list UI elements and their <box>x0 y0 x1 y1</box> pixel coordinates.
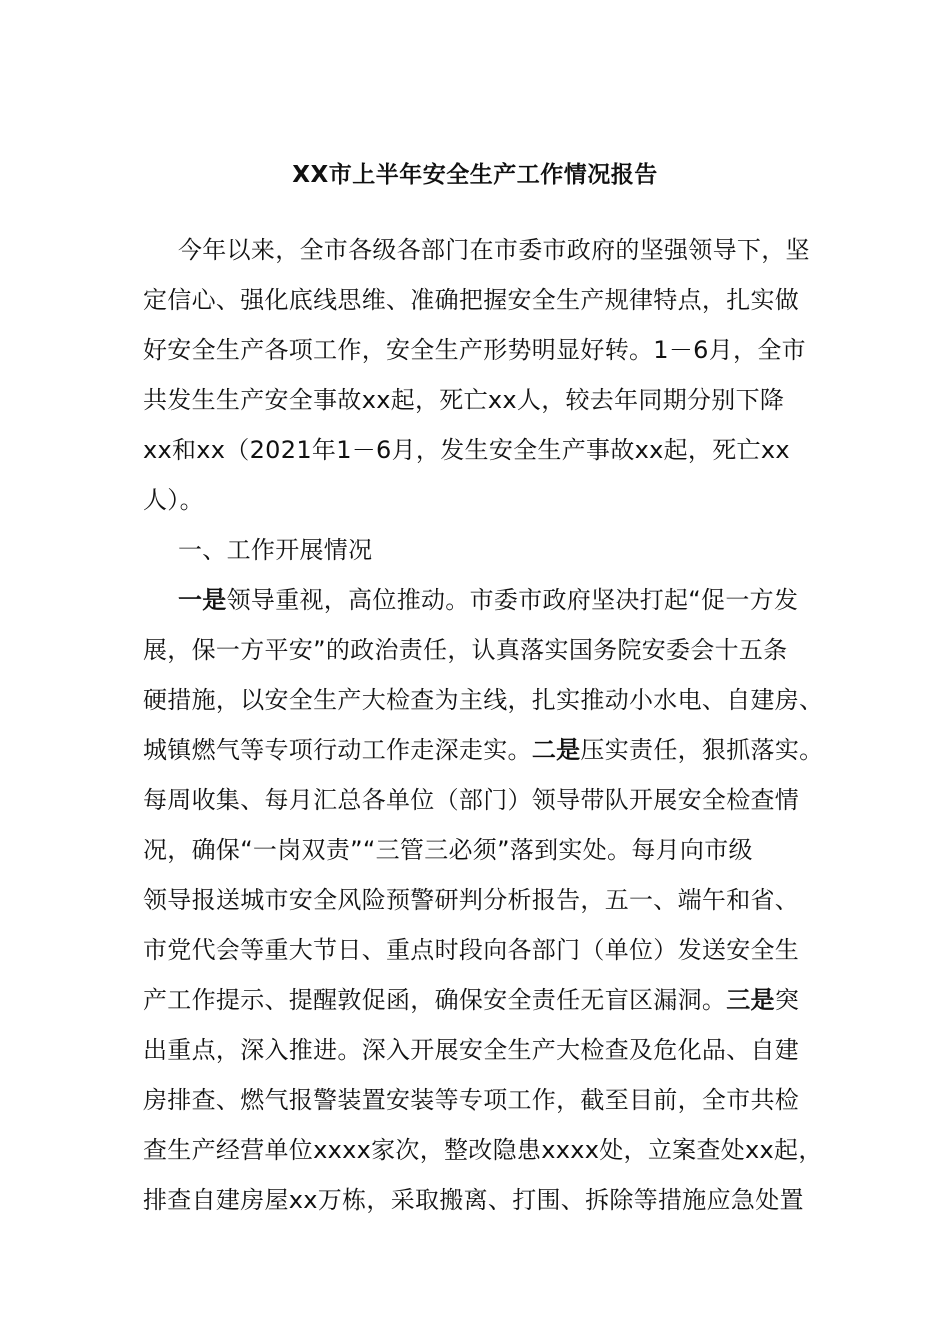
point-three-text: 突 <box>774 986 800 1014</box>
paragraph-1-line-3: 好安全生产各项工作，安全生产形势明显好转。1－6月，全市 <box>143 336 806 364</box>
paragraph-1-line-6: 人）。 <box>143 486 204 514</box>
paragraph-1-line-2: 定信心、强化底线思维、准确把握安全生产规律特点，扎实做 <box>143 286 800 314</box>
point-one-text: 领导重视，高位推动。市委市政府坚决打起“促一方发 <box>226 586 799 614</box>
paragraph-1-line-4: 共发生生产安全事故xx起，死亡xx人，较去年同期分别下降 <box>143 386 785 414</box>
paragraph-1-line-1: 今年以来，全市各级各部门在市委市政府的坚强领导下，坚 <box>178 236 810 264</box>
document-title: XX市上半年安全生产工作情况报告 <box>292 162 658 188</box>
paragraph-2-line-10: 出重点，深入推进。深入开展安全生产大检查及危化品、自建 <box>143 1036 800 1064</box>
paragraph-2-line-1 <box>178 582 798 618</box>
paragraph-2-line-4 <box>143 732 823 768</box>
paragraph-2-line-9 <box>143 982 799 1018</box>
line-9-text-pre: 产工作提示、提醒敦促函，确保安全责任无盲区漏洞。 <box>143 986 727 1014</box>
point-two-text: 压实责任，狠抓落实。 <box>580 736 824 764</box>
line-4-text-pre: 城镇燃气等专项行动工作走深走实。 <box>143 736 532 764</box>
paragraph-2-line-11: 房排查、燃气报警装置安装等专项工作，截至目前，全市共检 <box>143 1086 800 1114</box>
point-three-marker: 三是 <box>726 986 775 1014</box>
paragraph-2-line-5: 每周收集、每月汇总各单位（部门）领导带队开展安全检查情 <box>143 786 800 814</box>
paragraph-2-line-2: 展，保一方平安”的政治责任，认真落实国务院安委会十五条 <box>143 636 788 664</box>
point-one-marker: 一是 <box>178 586 227 614</box>
paragraph-2-line-7: 领导报送城市安全风险预警研判分析报告，五一、端午和省、 <box>143 886 800 914</box>
paragraph-1-line-5: xx和xx（2021年1－6月，发生安全生产事故xx起，死亡xx <box>143 436 790 464</box>
paragraph-2-line-6: 况，确保“一岗双责”“三管三必须”落到实处。每月向市级 <box>143 836 753 864</box>
paragraph-2-line-13: 排查自建房屋xx万栋，采取搬离、打围、拆除等措施应急处置 <box>143 1186 804 1214</box>
paragraph-2-line-8: 市党代会等重大节日、重点时段向各部门（单位）发送安全生 <box>143 936 800 964</box>
point-two-marker: 二是 <box>531 736 581 764</box>
paragraph-2-line-3: 硬措施，以安全生产大检查为主线，扎实推动小水电、自建房、 <box>143 686 824 714</box>
paragraph-2-line-12: 查生产经营单位xxxx家次，整改隐患xxxx处，立案查处xx起， <box>143 1136 823 1164</box>
section-heading: 一、工作开展情况 <box>178 536 373 564</box>
